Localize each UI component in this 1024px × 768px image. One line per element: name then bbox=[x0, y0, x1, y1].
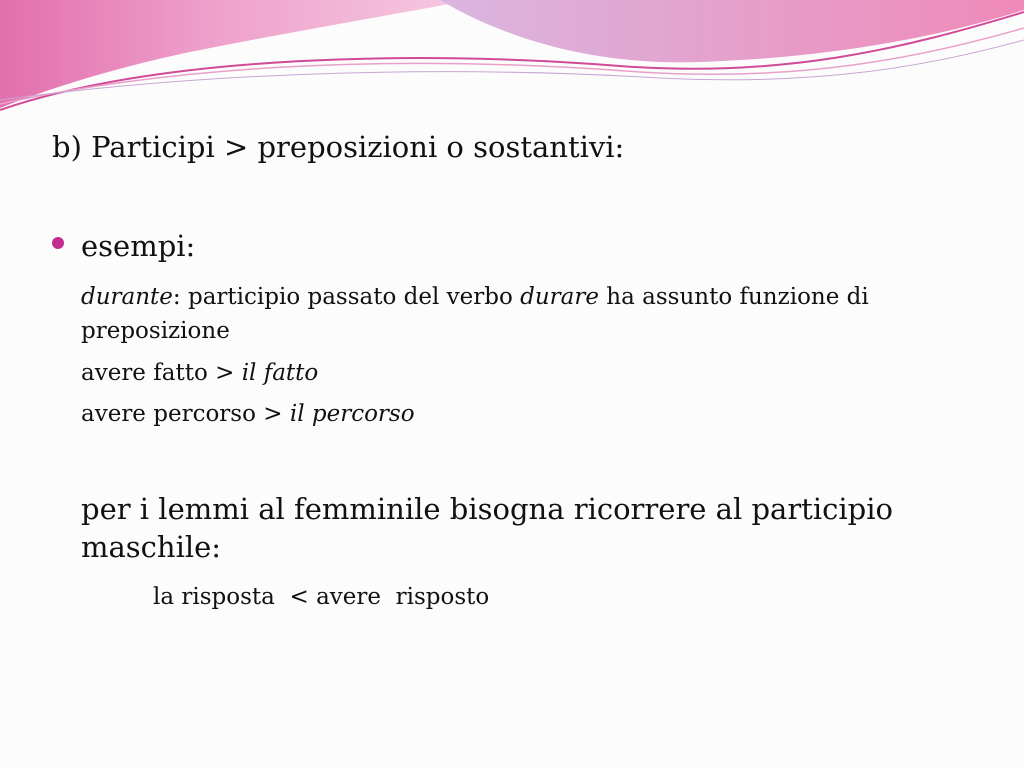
header-wave-decoration bbox=[0, 0, 1024, 120]
feminine-note: per i lemmi al femminile bisogna ricorrere al participio maschile: bbox=[81, 492, 893, 564]
slide-heading: b) Participi > preposizioni o sostantivi: bbox=[52, 130, 625, 164]
example-durante-text-b: ha assunto funzione di preposizione bbox=[81, 284, 869, 344]
example-percorso-result: il percorso bbox=[289, 401, 415, 427]
example-percorso bbox=[81, 397, 415, 431]
wave-right bbox=[440, 0, 1024, 62]
example-durante bbox=[81, 280, 921, 348]
example-fatto-result: il fatto bbox=[241, 360, 319, 386]
example-fatto-base: avere fatto > bbox=[81, 360, 242, 386]
bullet-dot bbox=[52, 237, 64, 249]
verb-durare: durare bbox=[520, 284, 599, 310]
term-durante: durante bbox=[81, 284, 173, 310]
bullet-esempi: esempi: bbox=[81, 229, 196, 263]
example-percorso-base: avere percorso > bbox=[81, 401, 290, 427]
example-fatto bbox=[81, 356, 318, 390]
feminine-example: la risposta < avere risposto bbox=[153, 584, 490, 610]
example-durante-text-a: : participio passato del verbo bbox=[172, 284, 521, 310]
